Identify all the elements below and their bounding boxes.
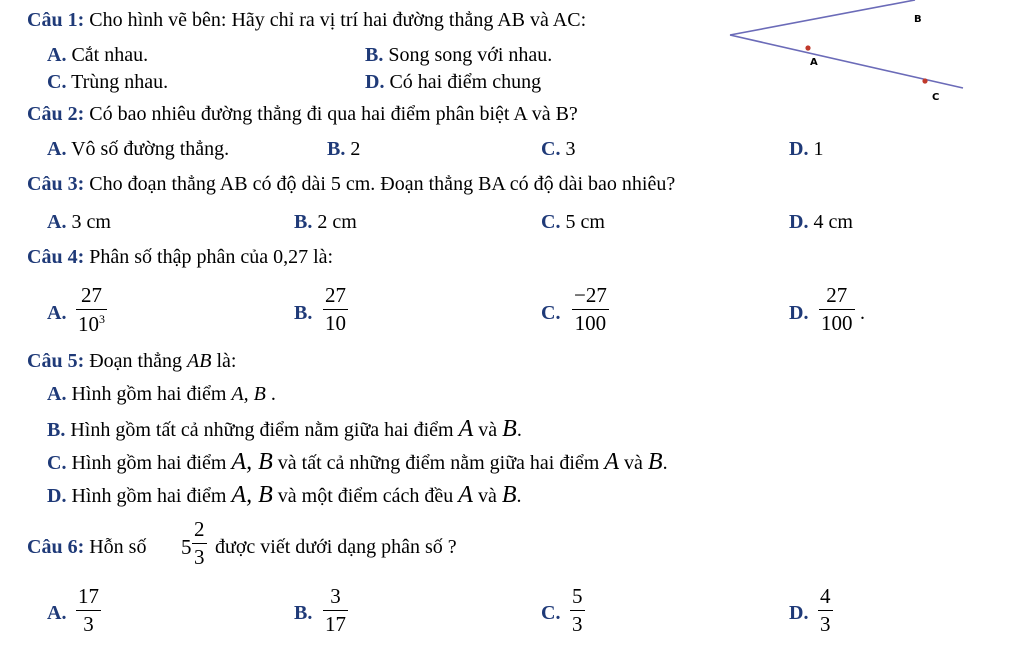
question-text: Có bao nhiêu đường thẳng đi qua hai điểm phân biệt A và B?: [84, 103, 578, 125]
math-point: B: [502, 416, 517, 442]
option-text: 2: [345, 138, 361, 160]
option-text: Hình gồm hai điểm: [66, 452, 232, 474]
denominator: 3: [83, 612, 94, 636]
q4-option-d[interactable]: [789, 302, 808, 324]
math-points: A, B: [231, 482, 273, 508]
option-key: C.: [541, 302, 561, 324]
q4-option-a[interactable]: [47, 302, 66, 324]
question-text: Cho hình vẽ bên: Hãy chỉ ra vị trí hai đường thẳng AB và AC:: [84, 9, 587, 31]
option-key: A.: [47, 302, 67, 324]
fraction-bar: [818, 610, 833, 611]
q5-option-d[interactable]: [47, 484, 522, 507]
option-text: .: [516, 485, 522, 507]
line-ac: [730, 35, 963, 88]
numerator: 3: [330, 584, 341, 608]
option-text: Vô số đường thẳng.: [66, 138, 230, 160]
option-key: A.: [47, 211, 67, 233]
fraction-bar: [323, 610, 348, 611]
geometry-figure: [725, 0, 965, 110]
option-key: D.: [789, 211, 809, 233]
q4-option-a-fraction: [76, 285, 107, 335]
fraction-bar: [323, 309, 348, 310]
option-key: B.: [294, 602, 313, 624]
option-key: A.: [47, 138, 67, 160]
numerator: 17: [78, 584, 99, 608]
q5-option-c[interactable]: [47, 451, 668, 474]
q6-option-c[interactable]: [541, 602, 560, 624]
option-text: Hình gồm hai điểm: [66, 485, 232, 507]
question-text: Cho đoạn thẳng AB có độ dài 5 cm. Đoạn thẳng BA có độ dài bao nhiêu?: [84, 173, 676, 195]
point-a-label: A: [810, 57, 818, 68]
numerator: 5: [572, 584, 583, 608]
point-a-dot: [805, 45, 810, 50]
denominator: 3: [194, 545, 205, 569]
q4-option-d-period: .: [860, 302, 865, 324]
q2-option-d[interactable]: [789, 138, 823, 160]
q6-option-b[interactable]: [294, 602, 312, 624]
question-1: [27, 9, 586, 31]
fraction-bar: [76, 309, 107, 310]
numerator: 27: [325, 283, 346, 307]
numerator: −27: [574, 283, 607, 307]
q6-option-d-fraction: [818, 586, 833, 635]
question-label: Câu 4:: [27, 246, 85, 268]
q6-option-c-fraction: [570, 586, 585, 635]
option-text: .: [265, 383, 276, 405]
line-ab: [730, 0, 915, 35]
option-text: .: [516, 419, 522, 441]
fraction-bar: [572, 309, 609, 310]
math-point: A: [458, 416, 474, 442]
q4-option-b-fraction: [323, 285, 348, 334]
q2-option-b[interactable]: [327, 138, 360, 160]
option-key: D.: [789, 302, 809, 324]
math-points: A, B: [231, 383, 266, 405]
numerator: 4: [820, 584, 831, 608]
denominator: 3: [572, 612, 583, 636]
option-key: B.: [47, 419, 66, 441]
option-text: 5 cm: [560, 211, 605, 233]
q4-option-b[interactable]: [294, 302, 312, 324]
option-text: và: [619, 452, 648, 474]
option-key: B.: [327, 138, 346, 160]
q4-option-c[interactable]: [541, 302, 560, 324]
question-label: Câu 1:: [27, 9, 85, 31]
q6-option-a-fraction: [76, 586, 101, 635]
option-text: và: [472, 485, 502, 507]
option-text: và tất cả những điểm nằm giữa hai điểm: [272, 452, 605, 474]
option-key: C.: [47, 452, 67, 474]
q3-option-d[interactable]: [789, 211, 853, 233]
question-text-after: là:: [308, 246, 334, 268]
option-text: Có hai điểm chung: [384, 71, 542, 93]
question-text-before: Hỗn số: [84, 536, 147, 558]
option-text: Cắt nhau.: [66, 44, 149, 66]
point-c-dot: [922, 78, 927, 83]
option-text: 2 cm: [312, 211, 357, 233]
question-6-label: [27, 536, 146, 558]
q6-option-b-fraction: [323, 586, 348, 635]
q4-option-c-fraction: [572, 285, 609, 334]
fraction-bar: [570, 610, 585, 611]
q3-option-a[interactable]: [47, 211, 111, 233]
option-key: D.: [789, 602, 809, 624]
option-key: C.: [541, 211, 561, 233]
question-2: [27, 103, 578, 125]
option-text: .: [662, 452, 668, 474]
option-key: D.: [365, 71, 385, 93]
option-text: 3 cm: [66, 211, 111, 233]
math-points: A, B: [231, 449, 273, 475]
question-label: Câu 5:: [27, 350, 85, 372]
option-key: B.: [365, 44, 384, 66]
fraction-bar: [819, 309, 855, 310]
q2-option-a[interactable]: [47, 138, 229, 160]
q1-option-c[interactable]: [47, 71, 168, 93]
point-b-label: B: [914, 14, 922, 25]
option-key: A.: [47, 383, 67, 405]
denominator: 100: [574, 311, 607, 335]
denominator: 100: [821, 311, 853, 335]
mixed-number-whole: 5: [181, 535, 192, 559]
numerator: 27: [81, 283, 102, 307]
option-text: Hình gồm tất cả những điểm nằm giữa hai điểm: [65, 419, 459, 441]
option-key: D.: [47, 485, 67, 507]
option-key: B.: [294, 302, 313, 324]
question-5: [27, 350, 236, 372]
question-text-before: Đoạn thẳng: [84, 350, 187, 372]
question-label: Câu 6:: [27, 536, 85, 558]
q6-option-a[interactable]: [47, 602, 66, 624]
numerator: 27: [826, 283, 848, 307]
q1-option-b[interactable]: [365, 44, 552, 66]
denominator: 3: [820, 612, 831, 636]
option-text: 4 cm: [808, 211, 853, 233]
q4-option-d-fraction: [819, 285, 855, 334]
question-text-after: là:: [211, 350, 237, 372]
q2-option-c[interactable]: [541, 138, 575, 160]
segment-name: AB: [187, 350, 212, 372]
option-key: D.: [789, 138, 809, 160]
option-text: và một điểm cách đều: [272, 485, 459, 507]
denominator: $10^3$: [78, 312, 105, 336]
point-c-label: C: [932, 92, 940, 103]
option-text: Song song với nhau.: [383, 44, 553, 66]
question-6-text-after: được viết dưới dạng phân số ?: [215, 536, 457, 558]
q6-option-d[interactable]: [789, 602, 808, 624]
q3-option-b[interactable]: [294, 211, 357, 233]
math-point: A: [458, 482, 473, 508]
q3-option-c[interactable]: [541, 211, 605, 233]
option-key: A.: [47, 602, 67, 624]
option-key: C.: [47, 71, 67, 93]
question-text-before: Phân số thập phân của: [84, 246, 274, 268]
option-text: và: [473, 419, 503, 441]
fraction-bar: [76, 610, 101, 611]
question-3: [27, 173, 675, 195]
decimal-value: 0,27: [273, 246, 309, 268]
numerator: 2: [194, 517, 205, 541]
question-4: [27, 246, 333, 268]
option-key: C.: [541, 138, 561, 160]
math-point: B: [647, 449, 663, 475]
question-label: Câu 2:: [27, 103, 85, 125]
option-key: B.: [294, 211, 313, 233]
denominator: 17: [325, 612, 346, 636]
option-key: C.: [541, 602, 561, 624]
denominator: 10: [325, 311, 346, 335]
q1-option-d[interactable]: [365, 71, 541, 93]
q5-option-b[interactable]: [47, 418, 522, 441]
option-key: A.: [47, 44, 67, 66]
math-point: A: [604, 449, 620, 475]
option-text: 1: [808, 138, 824, 160]
math-point: B: [501, 482, 517, 508]
q5-option-a[interactable]: [47, 383, 276, 405]
option-text: Hình gồm hai điểm: [66, 383, 232, 405]
fraction-bar: [192, 543, 207, 544]
option-text: Trùng nhau.: [66, 71, 169, 93]
question-label: Câu 3:: [27, 173, 85, 195]
option-text: 3: [560, 138, 576, 160]
mixed-number-fraction: [192, 519, 207, 568]
exponent: 3: [99, 312, 105, 326]
q1-option-a[interactable]: [47, 44, 148, 66]
